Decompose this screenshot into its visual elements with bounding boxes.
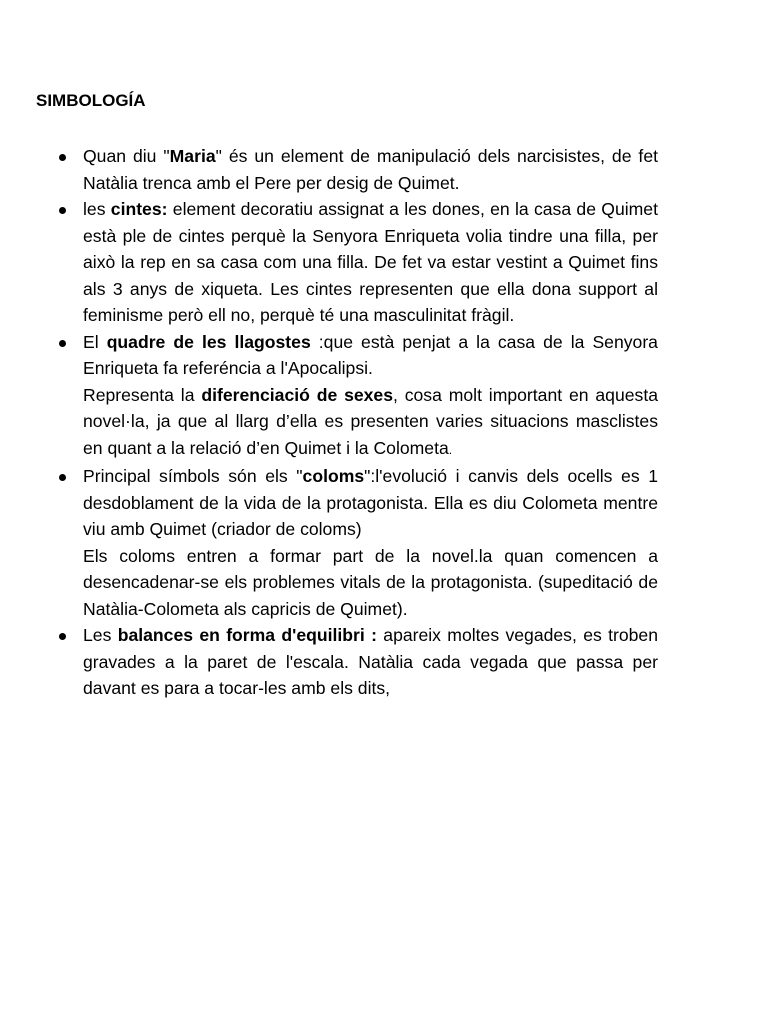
list-item <box>0 463 658 622</box>
text-run: Representa la <box>83 384 202 405</box>
text-run: . <box>448 442 453 457</box>
text-run: les <box>83 199 111 219</box>
list-item-paragraph <box>83 622 658 702</box>
text-run: apareix moltes vegades, es troben gravades a la paret de l'escala. Natàlia cada vegada que passa per davant es para a tocar-les amb els dits, <box>83 625 658 698</box>
text-run: Les <box>83 625 118 645</box>
text-run: El <box>83 331 107 352</box>
list-item-paragraph <box>83 543 658 623</box>
list-item <box>0 622 658 702</box>
bold-text: balances en forma d'equilibri : <box>117 625 377 645</box>
list-item <box>0 329 658 464</box>
bullet-icon <box>59 474 66 481</box>
list-item-paragraph <box>83 143 658 196</box>
list-item-paragraph <box>83 196 658 329</box>
bullet-icon <box>59 340 66 347</box>
text-run: ":l'evolució i canvis dels ocells es 1 desdoblament de la vida de la protagonista. Ella es diu Colometa mentre viu amb Quimet (criador de coloms) <box>83 466 658 539</box>
list-item-paragraph <box>83 382 658 464</box>
document-title: SIMBOLOGÍA <box>36 91 146 110</box>
bullet-icon <box>59 154 66 161</box>
text-run: Quan diu " <box>83 146 170 166</box>
list-item-paragraph <box>83 329 658 382</box>
text-run: :que està penjat a la casa de la Senyora Enriqueta fa referéncia a l'Apocalipsi. <box>83 331 658 378</box>
text-run: Principal símbols són els " <box>83 466 303 486</box>
list-item-paragraph <box>83 463 658 543</box>
bold-text: diferenciació de sexes <box>201 384 393 405</box>
bullet-icon <box>59 207 66 214</box>
text-run: Els coloms entren a formar part de la novel.la quan comencen a desencadenar-se els problemes vitals de la protagonista. (supeditació de Natàlia-Colometa als capricis de Quimet). <box>83 545 658 619</box>
text-run: " és un element de manipulació dels narcisistes, de fet Natàlia trenca amb el Pere per desig de Quimet. <box>83 146 658 193</box>
bold-text: cintes: <box>110 199 168 219</box>
bold-text: Maria <box>169 146 216 166</box>
text-run: element decoratiu assignat a les dones, en la casa de Quimet està ple de cintes perquè la Senyora Enriqueta volia tindre una filla, per això la rep en sa casa com una filla. De fet va estar vestint a Quimet fins als 3 anys de xiqueta. Les cintes representen que ella dona support al feminisme però ell no, perquè té una masculinitat fràgil. <box>83 199 658 325</box>
bold-text: coloms <box>302 466 365 486</box>
bullet-icon <box>59 633 66 640</box>
bold-text: quadre de les llagostes <box>106 331 311 352</box>
list-item <box>0 143 658 196</box>
text-run: , cosa molt important en aquesta novel·la, ja que al llarg d’ella es presenten varies situacions masclistes en quant a la relació d’en Quimet i la Colometa <box>83 384 658 458</box>
bullet-list <box>0 143 768 702</box>
list-item <box>0 196 658 329</box>
